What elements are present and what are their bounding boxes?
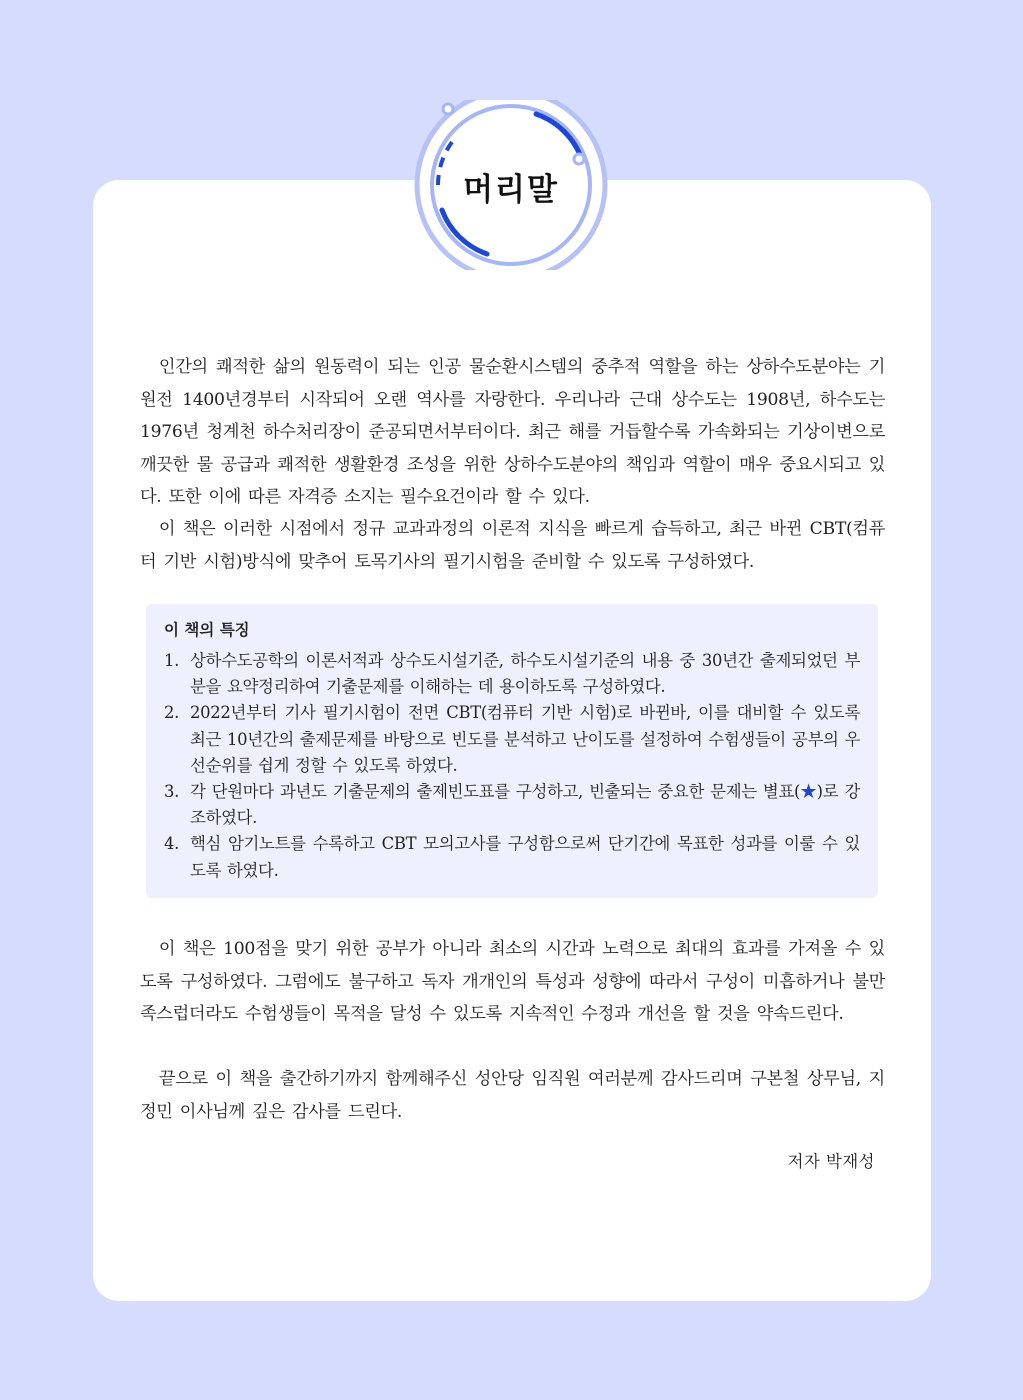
feature-text-before: 각 단원마다 과년도 기출문제의 출제빈도표를 구성하고, 빈출되는 중요한 문제는 별표( xyxy=(190,782,801,802)
feature-number: 2. xyxy=(164,703,180,723)
closing-paragraph-2: 끝으로 이 책을 출간하기까지 함께해주신 성안당 임직원 여러분께 감사드리며 구본철 상무님, 지정민 이사님께 깊은 감사를 드린다. xyxy=(140,1069,885,1122)
feature-text: 2022년부터 기사 필기시험이 전면 CBT(컴퓨터 기반 시험)로 바뀐바, 이를 대비할 수 있도록 최근 10년간의 출제문제를 바탕으로 빈도를 분석하고 난이도를 설정하여 수험생들이 공부의 우선순위를 쉽게 정할 수 있도록 하였다. xyxy=(190,703,860,775)
feature-item-3 xyxy=(164,779,860,831)
feature-item-2 xyxy=(164,700,860,779)
features-box xyxy=(146,604,878,898)
page-title: 머리말 xyxy=(463,172,559,208)
feature-number: 1. xyxy=(164,651,180,670)
features-title: 이 책의 특징 xyxy=(164,621,250,639)
feature-item-4 xyxy=(164,831,860,883)
star-icon: ★ xyxy=(800,782,817,802)
feature-text: 핵심 암기노트를 수록하고 CBT 모의고사를 구성함으로써 단기간에 목표한 성과를 이룰 수 있도록 하였다. xyxy=(190,834,860,880)
feature-text: 상하수도공학의 이론서적과 상수도시설기준, 하수도시설기준의 내용 중 30년간 출제되었던 부분을 요약정리하여 기출문제를 이해하는 데 용이하도록 구성하였다. xyxy=(190,651,860,697)
intro-paragraph-2: 이 책은 이러한 시점에서 정규 교과과정의 이론적 지식을 빠르게 습득하고, 최근 바뀐 CBT(컴퓨터 기반 시험)방식에 맞추어 토목기사의 필기시험을 준비할 수 있도록 구성하였다. xyxy=(140,519,885,572)
features-list xyxy=(164,648,860,884)
closing-paragraph-1: 이 책은 100점을 맞기 위한 공부가 아니라 최소의 시간과 노력으로 최대의 효과를 가져올 수 있도록 구성하였다. 그럼에도 불구하고 독자 개개인의 특성과 성향에 따라서 구성이 미흡하거나 불만족스럽더라도 수험생들이 목적을 달성 수 있도록 지속적인 수정과 개선을 할 것을 약속드린다. xyxy=(140,939,885,1024)
feature-text-after: )로 강조하였다. xyxy=(190,782,860,828)
author-signature: 저자 박재성 xyxy=(787,1152,875,1171)
intro-paragraph-1: 인간의 쾌적한 삶의 원동력이 되는 인공 물순환시스템의 중추적 역할을 하는 상하수도분야는 기원전 1400년경부터 시작되어 오랜 역사를 자랑한다. 우리나라 근대 상수도는 1908년, 하수도는 1976년 청계천 하수처리장이 준공되면서부터이다. 최근 해를 거듭할수록 가속화되는 기상이변으로 깨끗한 물 공급과 쾌적한 생활환경 조성을 위한 상하수도분야의 책임과 역할이 매우 중요시되고 있다. 또한 이에 따른 자격증 소지는 필수요건이라 할 수 있다. xyxy=(140,357,885,507)
title-badge xyxy=(412,100,610,270)
feature-item-1 xyxy=(164,648,860,700)
feature-number: 4. xyxy=(164,834,180,854)
feature-number: 3. xyxy=(164,782,180,802)
